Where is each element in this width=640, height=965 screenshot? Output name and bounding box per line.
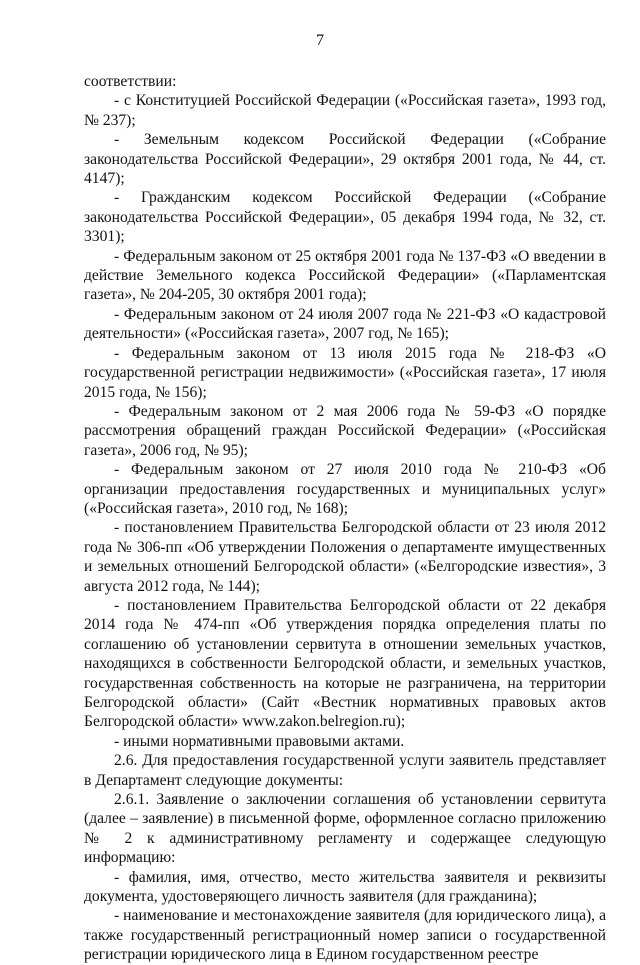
paragraph: 2.6. Для предоставления государственной услуги заявитель представляет в Департамент следующие документы:	[84, 752, 606, 789]
paragraph: 2.6.1. Заявление о заключении соглашения об установлении сервитута (далее – заявление) в письменной форме, оформленное согласно приложению № 2 к административному регламенту и содержащее следующую информацию:	[84, 791, 606, 867]
paragraph: - с Конституцией Российской Федерации («Российская газета», 1993 год, № 237);	[84, 92, 606, 129]
paragraph: - Гражданским кодексом Российской Федерации («Собрание законодательства Российской Федерации», 05 декабря 1994 года, № 32, ст. 3301);	[84, 189, 606, 246]
paragraph: - постановлением Правительства Белгородской области от 23 июля 2012 года № 306-пп «Об утверждении Положения о департаменте имущественных и земельных отношений Белгородской области» («Белгородские известия», 3 августа 2012 года, № 144);	[84, 519, 606, 595]
paragraph: - постановлением Правительства Белгородской области от 22 декабря 2014 года № 474-пп «Об утверждения порядка определения платы по соглашению об установлении сервитута в отношении земельных участков, находящихся в собственности Белгородской области, и земельных участков, государственная собственность на которые не разграничена, на территории Белгородской области» (Сайт «Вестник нормативных правовых актов Белгородской области» www.zakon.belregion.ru);	[84, 596, 606, 731]
document-body	[84, 72, 606, 965]
page-number: 7	[316, 32, 324, 49]
paragraph: - фамилия, имя, отчество, место жительства заявителя и реквизиты документа, удостоверяющего личность заявителя (для гражданина);	[84, 868, 606, 906]
paragraph: - Федеральным законом от 24 июля 2007 года № 221-ФЗ «О кадастровой деятельности» («Российская газета», 2007 год, № 165);	[84, 305, 606, 343]
paragraph: - Федеральным законом от 25 октября 2001 года № 137-ФЗ «О введении в действие Земельного кодекса Российской Федерации» («Парламентская газета», № 204-205, 30 октября 2001 года);	[84, 247, 606, 304]
paragraph: - Земельным кодексом Российской Федерации («Собрание законодательства Российской Федерации», 29 октября 2001 года, № 44, ст. 4147);	[84, 131, 606, 188]
paragraph: - Федеральным законом от 2 мая 2006 года № 59-ФЗ «О порядке рассмотрения обращений граждан Российской Федерации» («Российская газета», 2006 год, № 95);	[84, 402, 606, 459]
paragraph: - наименование и местонахождение заявителя (для юридического лица), а также государственный регистрационный номер записи о государственной регистрации юридического лица в Едином государственном реестре	[84, 907, 606, 964]
paragraph: - иными нормативными правовыми актами.	[114, 732, 405, 750]
paragraph: - Федеральным законом от 27 июля 2010 года № 210-ФЗ «Об организации предоставления государственных и муниципальных услуг» («Российская газета», 2010 год, № 168);	[84, 461, 606, 517]
paragraph: соответствии:	[84, 73, 177, 90]
paragraph: - Федеральным законом от 13 июля 2015 года № 218-ФЗ «О государственной регистрации недвижимости» («Российская газета», 17 июля 2015 года, № 156);	[84, 344, 606, 401]
